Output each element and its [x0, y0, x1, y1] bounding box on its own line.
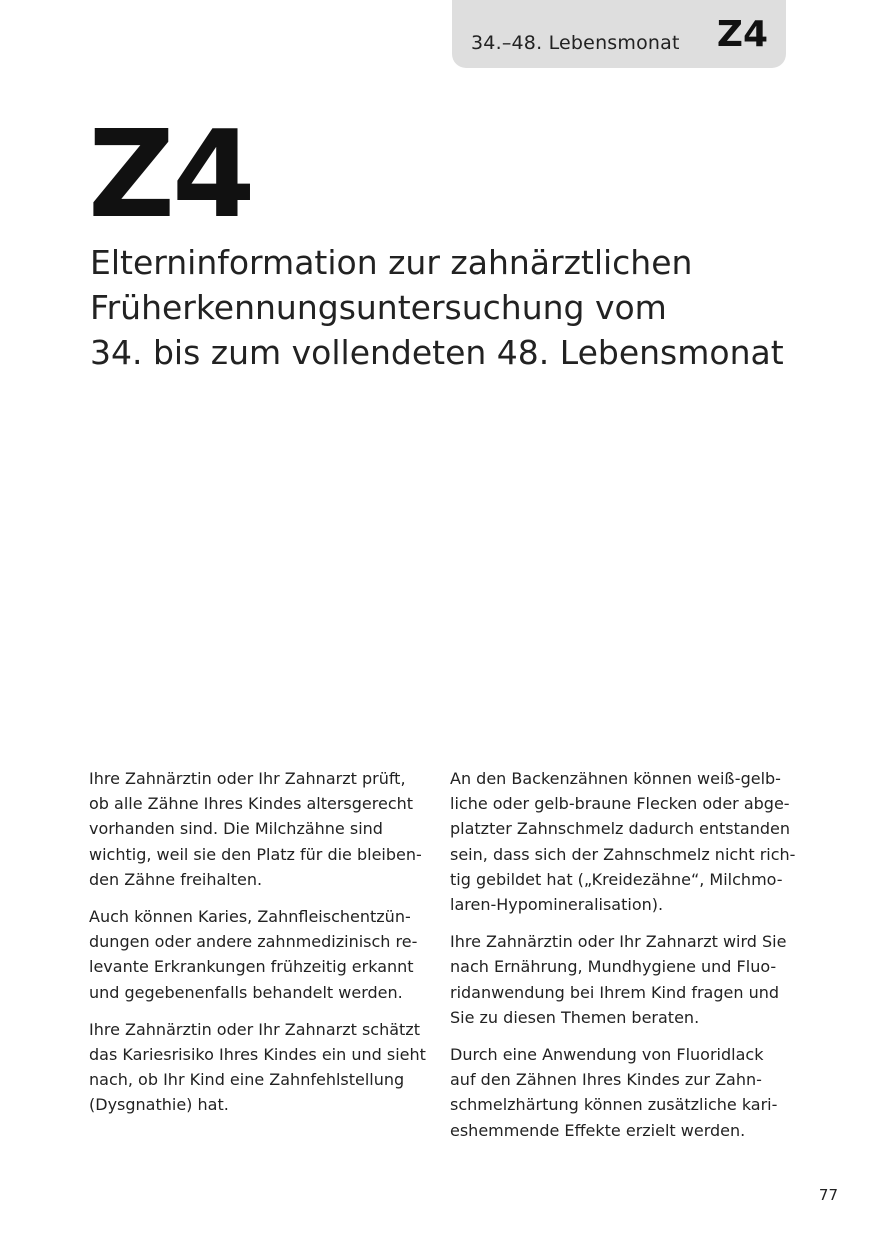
- header-tab: [452, 0, 786, 68]
- paragraph: [89, 904, 434, 1005]
- text-line: vorhanden sind. Die Milchzähne sind: [89, 819, 383, 839]
- text-line: Ihre Zahnärztin oder Ihr Zahnarzt prüft,: [89, 769, 406, 788]
- paragraph: [89, 1017, 434, 1118]
- text-line: liche oder gelb-braune Flecken oder abge-: [450, 794, 790, 814]
- text-line: Ihre Zahnärztin oder Ihr Zahnarzt schätzt: [89, 1019, 420, 1039]
- text-line: (Dysgnathie) hat.: [89, 1095, 229, 1115]
- text-line: auf den Zähnen Ihres Kindes zur Zahn-: [450, 1070, 762, 1090]
- text-line: ob alle Zähne Ihres Kindes altersgerecht: [89, 794, 414, 814]
- text-line: schmelzhärtung können zusätzliche kari-: [450, 1095, 778, 1115]
- text-line: ridanwendung bei Ihrem Kind fragen und: [450, 982, 780, 1002]
- text-line: das Kariesrisiko Ihres Kindes ein und sieht: [89, 1045, 426, 1065]
- text-line: nach, ob Ihr Kind eine Zahnfehlstellung: [89, 1070, 405, 1090]
- text-line: den Zähne freihalten.: [89, 869, 263, 889]
- text-line: eshemmende Effekte erzielt werden.: [450, 1120, 746, 1140]
- text-line: tig gebildet hat („Kreidezähne“, Milchmo-: [450, 869, 783, 889]
- text-line: wichtig, weil sie den Platz für die bleiben-: [89, 844, 422, 864]
- text-line: dungen oder andere zahnmedizinisch re-: [89, 932, 418, 952]
- tab-subtitle: 34.–48. Lebensmonat: [471, 32, 680, 54]
- text-line: An den Backenzähnen können weiß-gelb-: [450, 769, 781, 788]
- text-line: levante Erkrankungen frühzeitig erkannt: [89, 957, 414, 977]
- text-line: laren-Hypomineralisation).: [450, 895, 664, 915]
- text-line: und gegebenenfalls behandelt werden.: [89, 982, 403, 1002]
- tab-code: Z4: [716, 14, 768, 55]
- left-column: [89, 766, 434, 1130]
- title-line: Früherkennungsuntersuchung vom: [90, 288, 667, 327]
- title-line: 34. bis zum vollendeten 48. Lebensmonat: [90, 333, 784, 372]
- text-line: platzter Zahnschmelz dadurch entstanden: [450, 819, 790, 839]
- text-line: Auch können Karies, Zahnfleischentzün-: [89, 907, 411, 927]
- text-line: Ihre Zahnärztin oder Ihr Zahnarzt wird Sie: [450, 932, 787, 952]
- paragraph: [89, 766, 434, 892]
- text-line: nach Ernährung, Mundhygiene und Fluo-: [450, 957, 777, 977]
- title-line: Elterninformation zur zahnärztlichen: [90, 243, 693, 282]
- right-column: [450, 766, 795, 1155]
- paragraph: [450, 1042, 795, 1143]
- paragraph: [450, 929, 795, 1030]
- page-title: [90, 240, 810, 375]
- page-code: Z4: [88, 106, 253, 245]
- paragraph: [450, 766, 795, 917]
- text-line: Durch eine Anwendung von Fluoridlack: [450, 1045, 764, 1065]
- page-number: 77: [818, 1186, 838, 1204]
- text-line: sein, dass sich der Zahnschmelz nicht rich-: [450, 844, 796, 864]
- text-line: Sie zu diesen Themen beraten.: [450, 1007, 700, 1027]
